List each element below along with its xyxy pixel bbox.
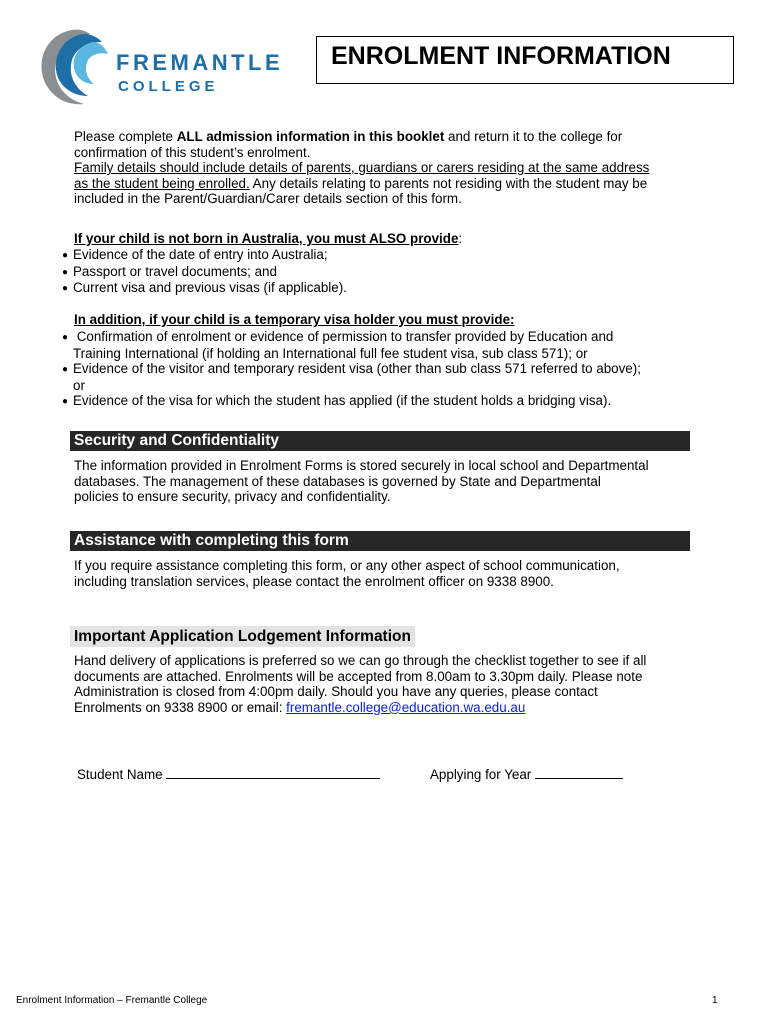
assistance-paragraph: If you require assistance completing this form, or any other aspect of school communication, including translation services, please contact the enrolment officer on 9338 8900.	[74, 558, 620, 589]
list-item: ● Evidence of the date of entry into Australia;	[62, 247, 328, 262]
intro-paragraph	[74, 129, 694, 207]
security-heading: Security and Confidentiality	[70, 431, 690, 451]
list-item: ● Current visa and previous visas (if applicable).	[62, 280, 347, 296]
page-number: 1	[712, 995, 718, 1006]
bullet-icon: ●	[62, 332, 69, 343]
logo-subtitle: COLLEGE	[118, 78, 219, 95]
lodgement-paragraph: Hand delivery of applications is preferred so we can go through the checklist together to see if all documents are attached. Enrolments will be accepted from 8.00am to 3.30pm daily. Please note Administration is closed from 4:00pm daily. Should you have any queries, please contact Enrolments on 9338 8900 or email: fremantle.college@education.wa.edu.au	[74, 653, 647, 715]
list-item: ● Confirmation of enrolment or evidence of permission to transfer provided by Education and	[62, 329, 614, 344]
student-name-field	[77, 767, 380, 782]
year-label: Applying for Year	[430, 767, 532, 782]
assistance-heading: Assistance with completing this form	[70, 531, 690, 551]
born-heading: If your child is not born in Australia, you must ALSO provide:	[74, 231, 463, 246]
visa-heading: In addition, if your child is a temporary visa holder you must provide:	[74, 312, 515, 327]
security-paragraph: The information provided in Enrolment Forms is stored securely in local school and Departmental databases. The management of these databases is governed by State and Departmental policies to ensure security, privacy and confidentiality.	[74, 458, 649, 505]
visa-list	[62, 329, 702, 410]
list-item-continuation: Training International (if holding an International full fee student visa, sub class 571); or	[73, 345, 588, 361]
list-item: ● Passport or travel documents; and	[62, 263, 277, 279]
intro-text: and return it to the college for	[444, 129, 623, 144]
lodgement-heading: Important Application Lodgement Information	[70, 626, 415, 647]
year-field	[430, 767, 623, 782]
intro-text: confirmation of this student’s enrolment.	[74, 144, 311, 160]
footer-text: Enrolment Information – Fremantle College	[16, 995, 208, 1006]
bullet-icon: ●	[62, 266, 69, 278]
intro-text: Any details relating to parents not residing with the student may be	[249, 175, 648, 191]
intro-text: Please complete	[74, 129, 177, 144]
family-details-underlined: Family details should include details of parents, guardians or carers residing at the same address	[74, 160, 650, 176]
born-list	[62, 247, 702, 297]
intro-bold: ALL admission information in this booklet	[176, 129, 445, 144]
student-name-input[interactable]	[166, 767, 380, 779]
page-title: ENROLMENT INFORMATION	[316, 36, 734, 84]
bullet-icon: ●	[62, 364, 69, 376]
fremantle-college-logo	[32, 22, 302, 112]
student-name-label: Student Name	[77, 767, 163, 782]
bullet-icon: ●	[62, 283, 69, 295]
intro-text: included in the Parent/Guardian/Carer details section of this form.	[74, 191, 462, 207]
logo-name: FREMANTLE	[116, 50, 284, 75]
wave-logo-icon	[32, 22, 122, 112]
list-item-continuation: or	[73, 377, 85, 393]
family-details-underlined: as the student being enrolled.	[74, 175, 250, 191]
year-input[interactable]	[535, 767, 623, 779]
email-link[interactable]: fremantle.college@education.wa.edu.au	[286, 699, 526, 715]
bullet-icon: ●	[62, 396, 69, 408]
list-item: ● Evidence of the visa for which the student has applied (if the student holds a bridging visa).	[62, 393, 612, 409]
bullet-icon: ●	[62, 250, 69, 261]
list-item: ● Evidence of the visitor and temporary resident visa (other than sub class 571 referred to above);	[62, 361, 641, 377]
